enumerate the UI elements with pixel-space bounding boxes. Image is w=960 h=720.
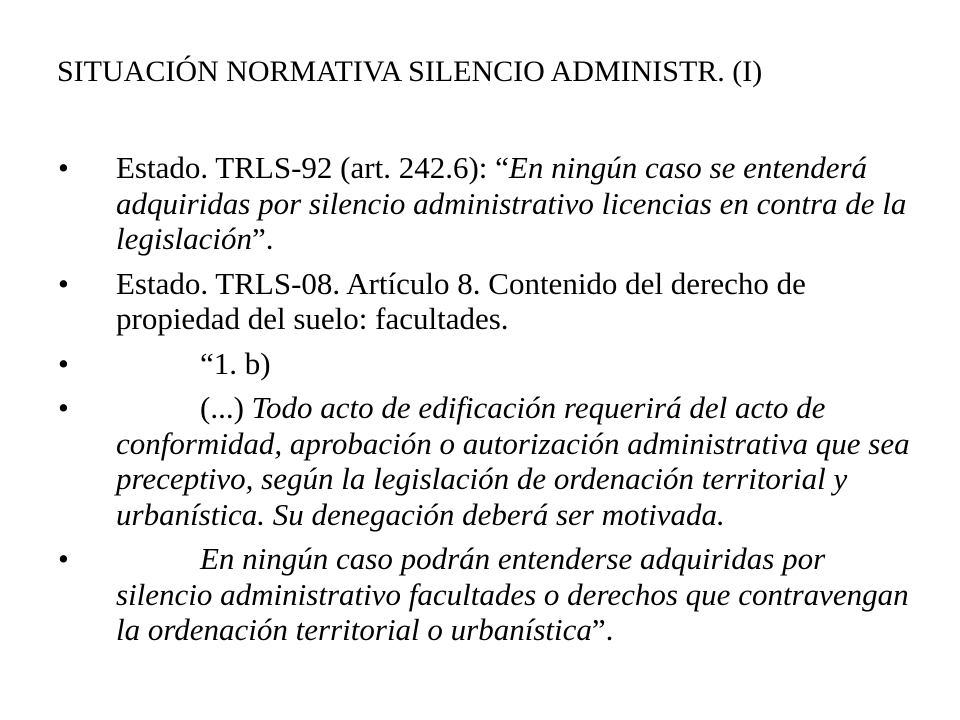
bullet-quote-text: En ningún caso se entenderá adquiridas por silencio administrativo licencias en contra de la legislación	[116, 150, 907, 256]
bullet-dot-icon: •	[58, 150, 69, 185]
bullet-dot-icon: •	[58, 541, 69, 576]
bullet-text	[116, 346, 920, 382]
bullet-plain-text: “1. b)	[200, 345, 271, 381]
bullet-item-5	[0, 541, 960, 648]
bullet-dot-icon: •	[58, 390, 69, 425]
bullet-plain-text: (...)	[200, 390, 252, 425]
bullet-closing-text: ”.	[591, 612, 614, 647]
bullet-text	[116, 266, 920, 337]
bullet-plain-text: Estado. TRLS-92 (art. 242.6): “	[116, 150, 509, 185]
slide-title: SITUACIÓN NORMATIVA SILENCIO ADMINISTR. (I)	[57, 55, 763, 88]
bullet-text	[116, 390, 920, 532]
bullet-quote-text: Todo acto de edificación requerirá del acto de conformidad, aprobación o autorización administrativa que sea preceptivo, según la legislación de ordenación territorial y urbanística. Su denegación deberá ser motivada.	[116, 390, 910, 532]
bullet-item-3	[0, 346, 960, 382]
bullet-dot-icon: •	[58, 265, 69, 301]
bullet-closing-text: ”.	[252, 221, 274, 256]
bullet-dot-icon: •	[58, 345, 69, 381]
bullet-text	[116, 150, 920, 257]
bullet-text	[116, 541, 920, 648]
bullet-quote-text: En ningún caso podrán entenderse adquiridas por silencio administrativo facultades o derechos que contravengan la ordenación territorial o urbanística	[116, 541, 909, 647]
bullet-item-1	[0, 150, 960, 257]
bullet-item-4	[0, 390, 960, 532]
bullet-item-2	[0, 266, 960, 337]
bullet-list	[0, 150, 960, 657]
bullet-plain-text: Estado. TRLS-08. Artículo 8. Contenido del derecho de propiedad del suelo: facultades.	[116, 265, 806, 336]
